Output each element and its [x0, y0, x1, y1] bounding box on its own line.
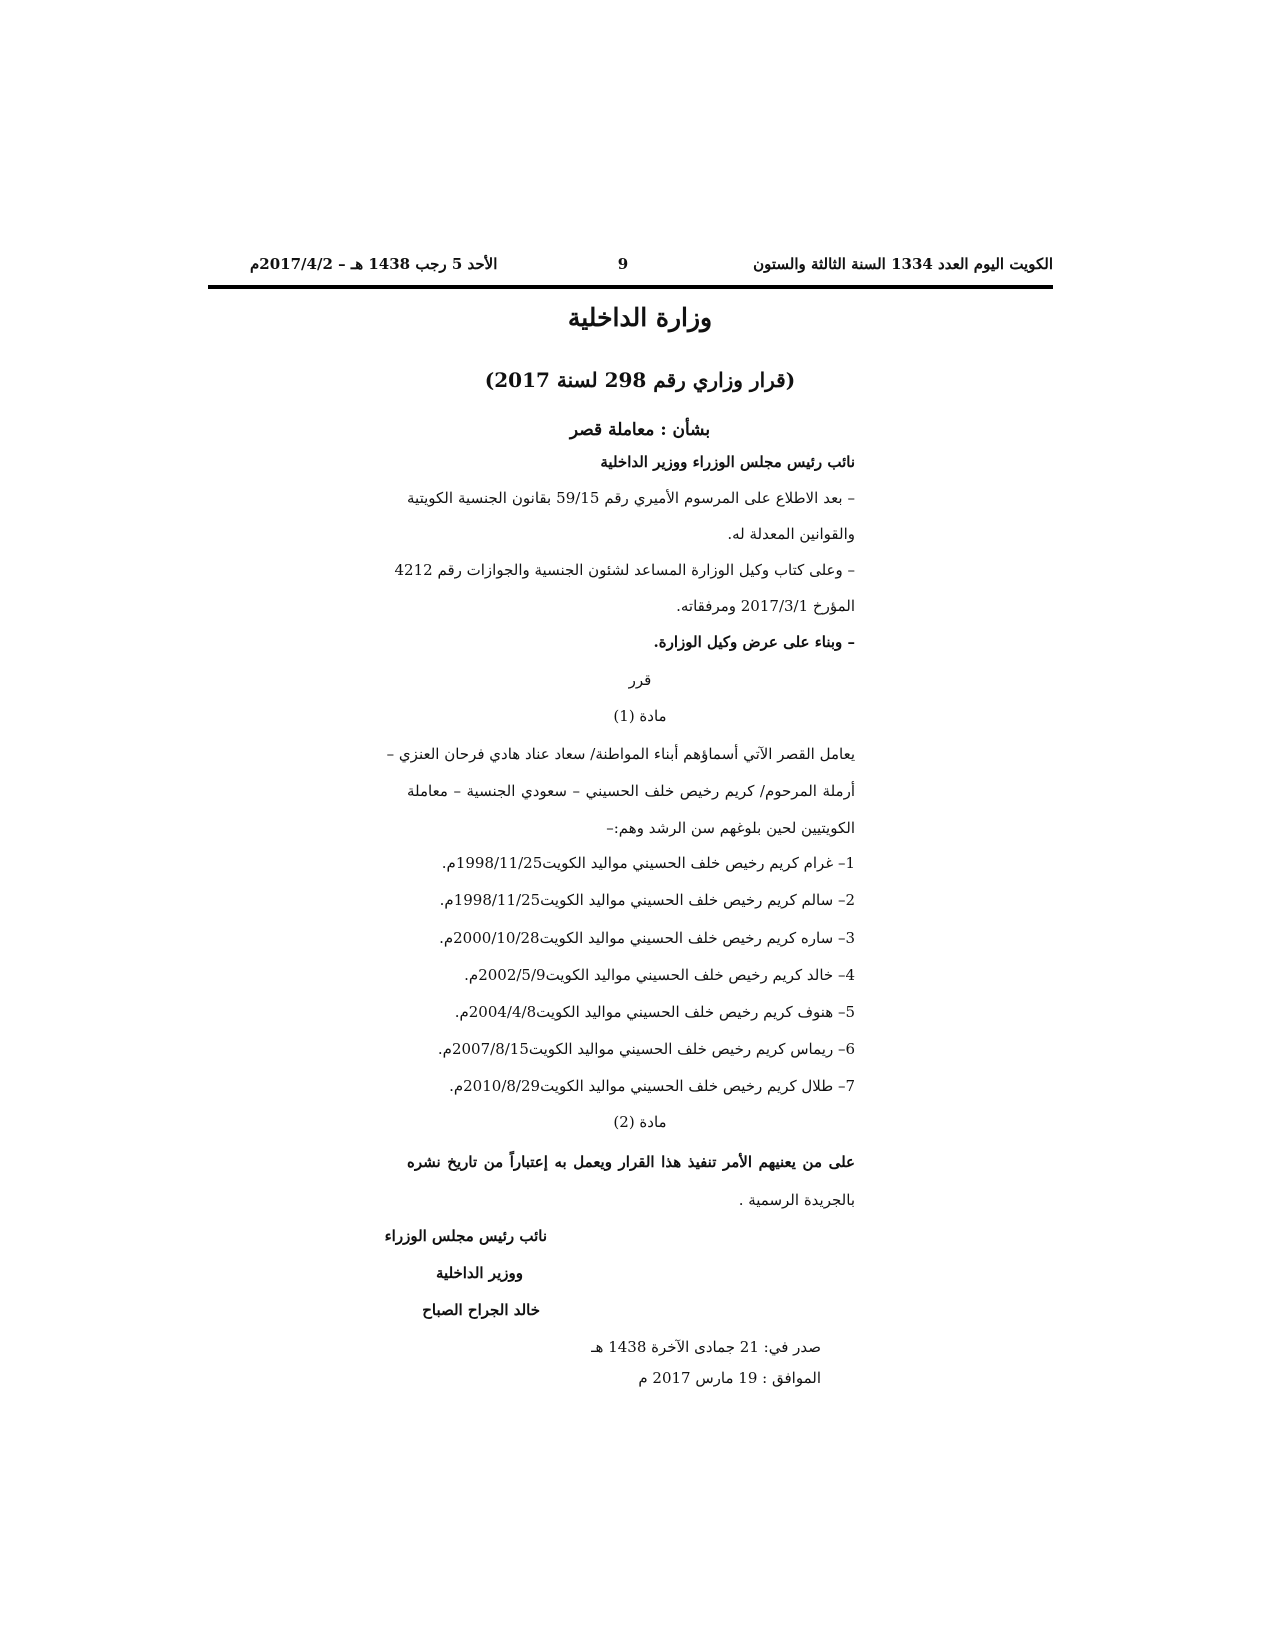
- article-2-text: على من يعنيهم الأمر تنفيذ هذا القرار ويعمل به إعتباراً من تاريخ نشره: [407, 1153, 855, 1171]
- child-item: 4– خالد كريم رخيص خلف الحسيني مواليد الكويت2002/5/9م.: [464, 966, 855, 984]
- ministry-title: وزارة الداخلية: [567, 303, 713, 332]
- issued-gregorian-date: الموافق : 19 مارس 2017 م: [638, 1369, 821, 1387]
- preamble-line: – وعلى كتاب وكيل الوزارة المساعد لشئون الجنسية والجوازات رقم 4212: [394, 561, 855, 579]
- page-number: 9: [617, 255, 629, 273]
- article-2-heading: مادة (2): [613, 1113, 667, 1131]
- signature-title: نائب رئيس مجلس الوزراء: [384, 1227, 547, 1245]
- preamble-line: – بعد الاطلاع على المرسوم الأميري رقم 59/15 بقانون الجنسية الكويتية: [407, 489, 855, 507]
- child-item: 7– طلال كريم رخيص خلف الحسيني مواليد الكويت2010/8/29م.: [449, 1077, 855, 1095]
- child-item: 5– هنوف كريم رخيص خلف الحسيني مواليد الكويت2004/4/8م.: [454, 1003, 855, 1021]
- header-rule: [208, 285, 1053, 289]
- decree-number: (قرار وزاري رقم 298 لسنة 2017): [484, 368, 796, 392]
- issuer-line: نائب رئيس مجلس الوزراء ووزير الداخلية: [600, 453, 855, 471]
- issued-hijri-date: صدر في: 21 جمادى الآخرة 1438 هـ: [591, 1338, 821, 1356]
- page-header: [208, 255, 1053, 277]
- signature-title: ووزير الداخلية: [436, 1264, 523, 1282]
- child-item: 2– سالم كريم رخيص خلف الحسيني مواليد الكويت1998/11/25م.: [439, 891, 855, 909]
- child-item: 6– ريماس كريم رخيص خلف الحسيني مواليد الكويت2007/8/15م.: [437, 1040, 855, 1058]
- preamble-line: والقوانين المعدلة له.: [727, 525, 855, 543]
- article-1-heading: مادة (1): [613, 707, 667, 725]
- article-1-text: الكويتيين لحين بلوغهم سن الرشد وهم:–: [606, 819, 855, 837]
- preamble-line: المؤرخ 2017/3/1 ومرفقاته.: [676, 597, 855, 615]
- child-item: 3– ساره كريم رخيص خلف الحسيني مواليد الكويت2000/10/28م.: [439, 929, 855, 947]
- child-item: 1– غرام كريم رخيص خلف الحسيني مواليد الكويت1998/11/25م.: [441, 854, 855, 872]
- signature-name: خالد الجراح الصباح: [422, 1301, 540, 1319]
- issue-date: الأحد 5 رجب 1438 هـ – 2017/4/2م: [250, 255, 498, 273]
- decree-subject: بشأن : معاملة قصر: [569, 420, 711, 440]
- article-1-text: يعامل القصر الآتي أسماؤهم أبناء المواطنة/ سعاد عناد هادي فرحان العنزي –: [386, 745, 855, 763]
- publication-info: الكويت اليوم العدد 1334 السنة الثالثة والستون: [753, 255, 1053, 273]
- decided-label: قرر: [628, 671, 652, 689]
- article-2-text: بالجريدة الرسمية .: [738, 1191, 855, 1209]
- preamble-line: – وبناء على عرض وكيل الوزارة.: [653, 633, 855, 651]
- article-1-text: أرملة المرحوم/ كريم رخيص خلف الحسيني – سعودي الجنسية – معاملة: [407, 782, 855, 800]
